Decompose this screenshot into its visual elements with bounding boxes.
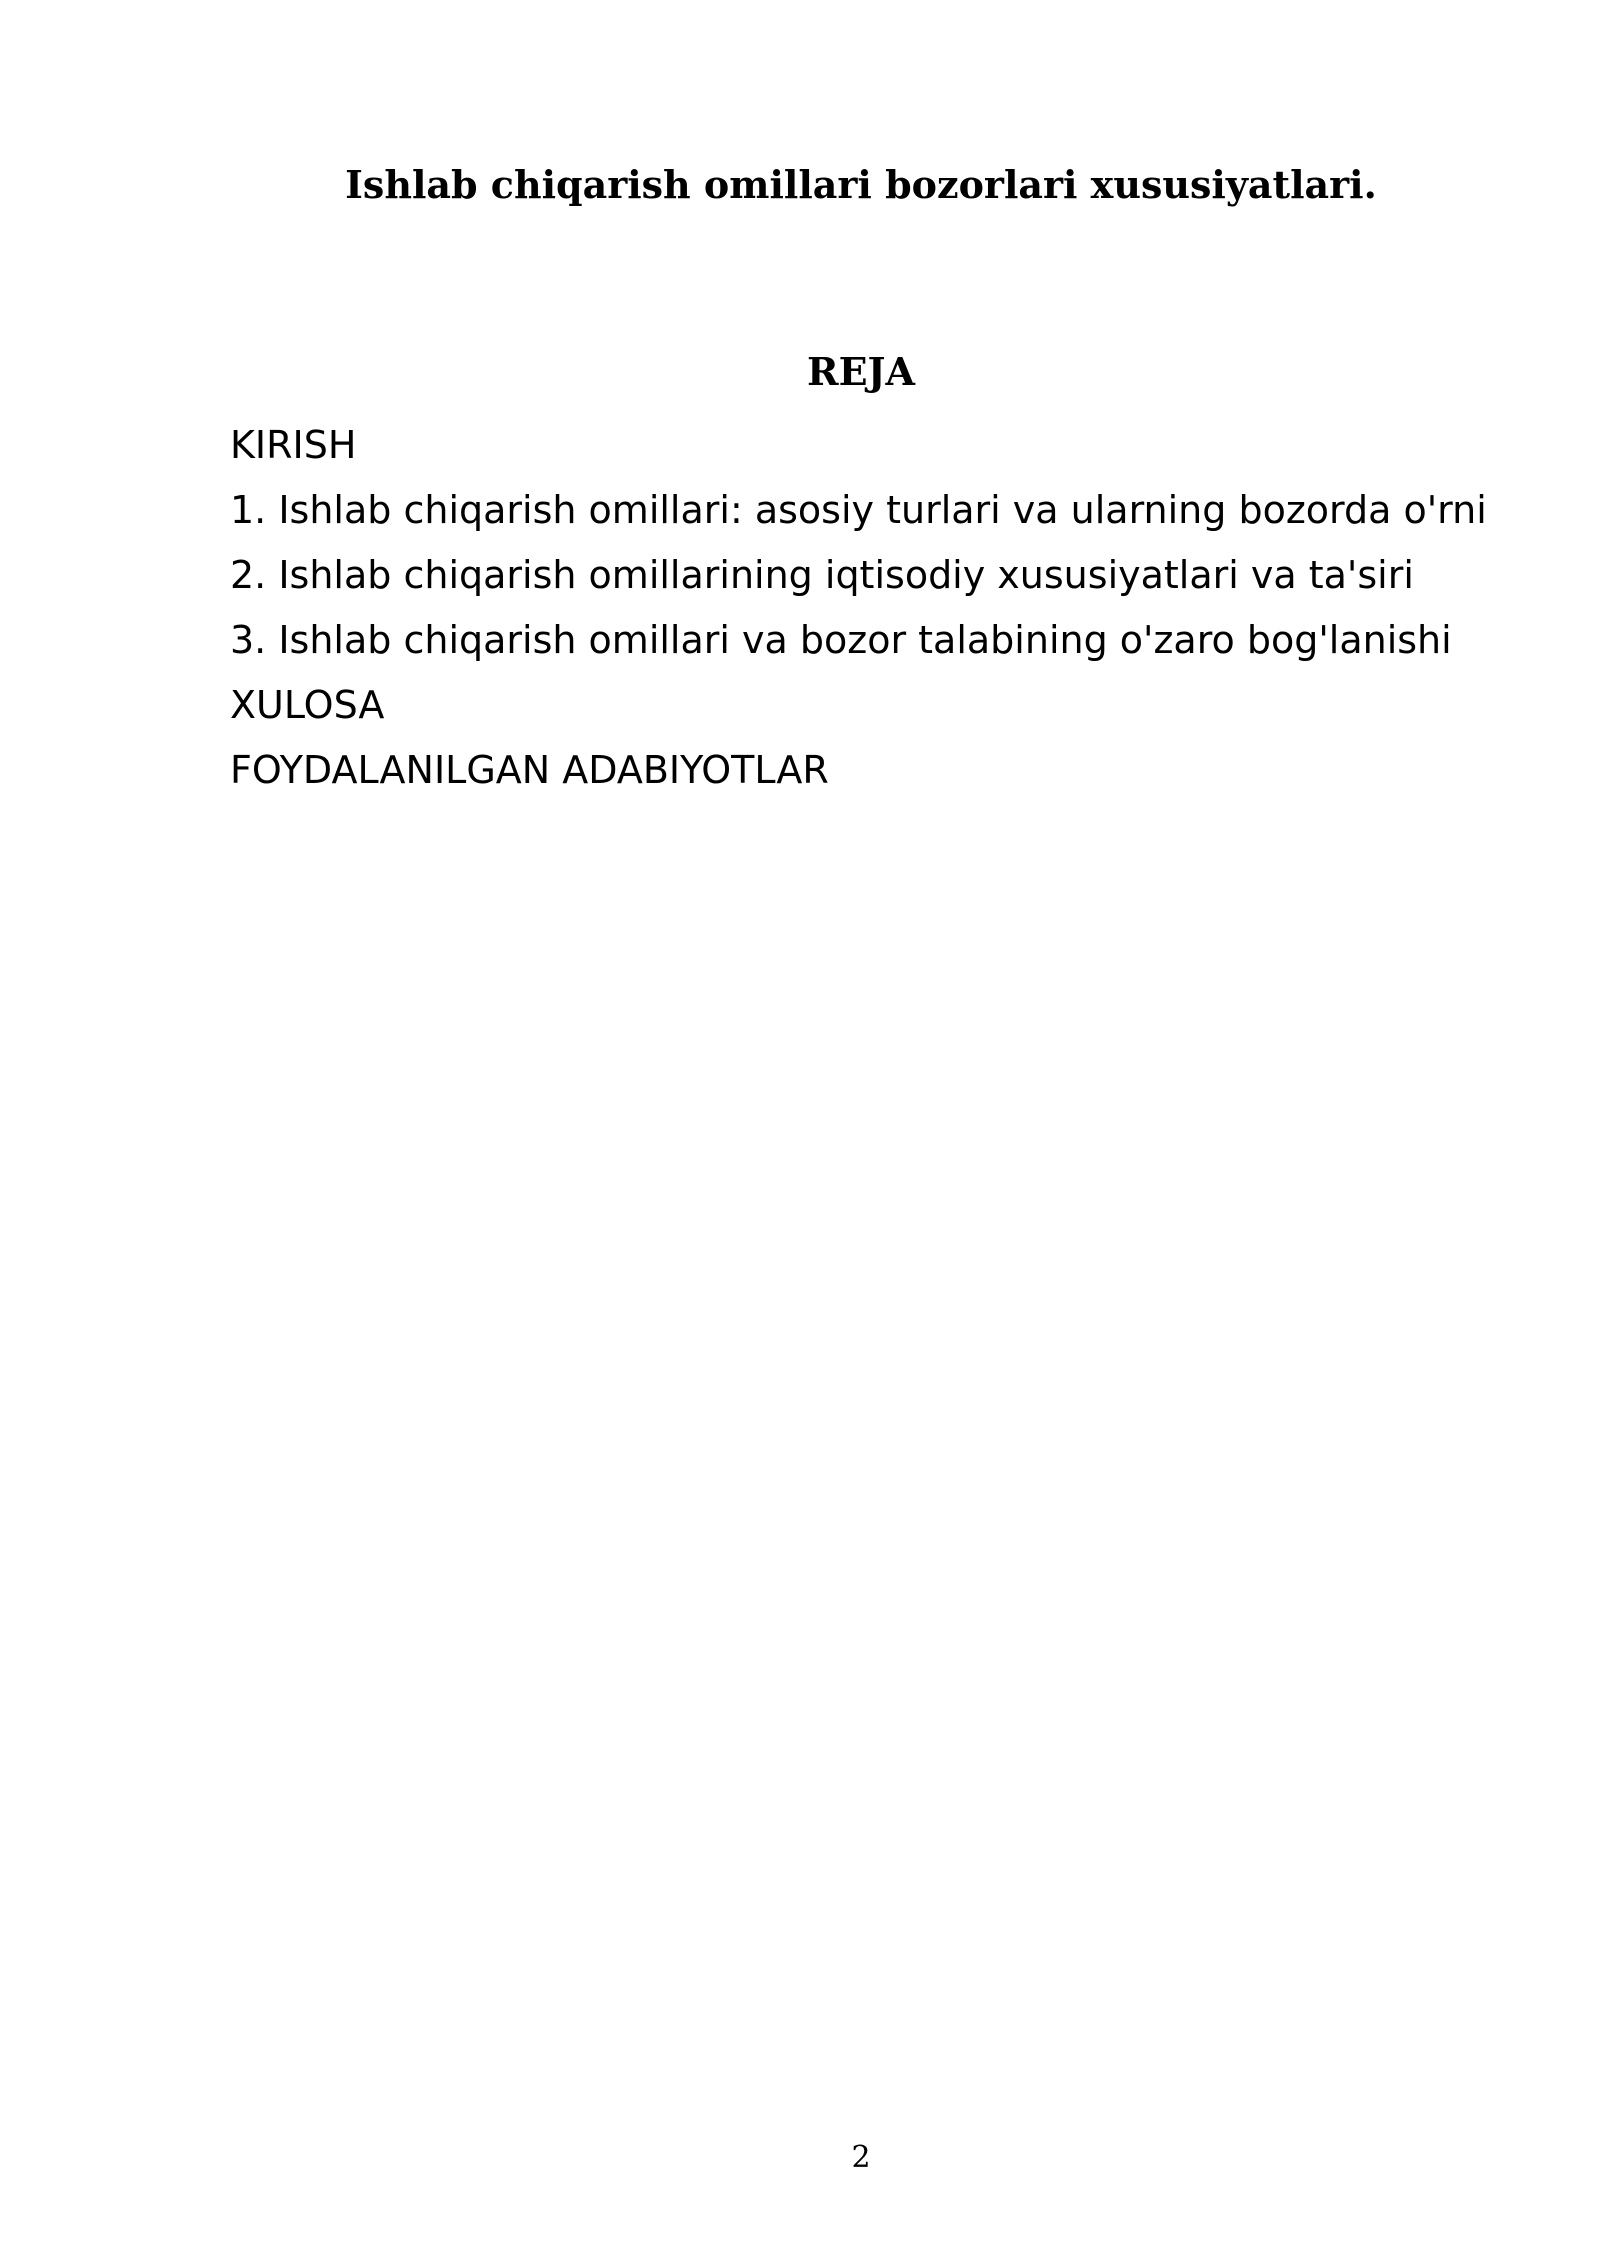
toc-item-introduction: KIRISH [230,423,357,467]
toc-item-references: FOYDALANILGAN ADABIYOTLAR [230,748,829,792]
document-title: Ishlab chiqarish omillari bozorlari xususiyatlari. [345,162,1377,207]
toc-item-2: 2. Ishlab chiqarish omillarining iqtisodiy xususiyatlari va ta'siri [230,553,1414,597]
plan-heading: REJA [806,349,915,394]
toc-item-1: 1. Ishlab chiqarish omillari: asosiy turlari va ularning bozorda o'rni [230,488,1487,532]
toc-item-conclusion: XULOSA [230,683,385,727]
toc-item-3: 3. Ishlab chiqarish omillari va bozor talabining o'zaro bog'lanishi [230,618,1452,662]
table-of-contents [230,418,1510,808]
page-number: 2 [851,2140,871,2175]
